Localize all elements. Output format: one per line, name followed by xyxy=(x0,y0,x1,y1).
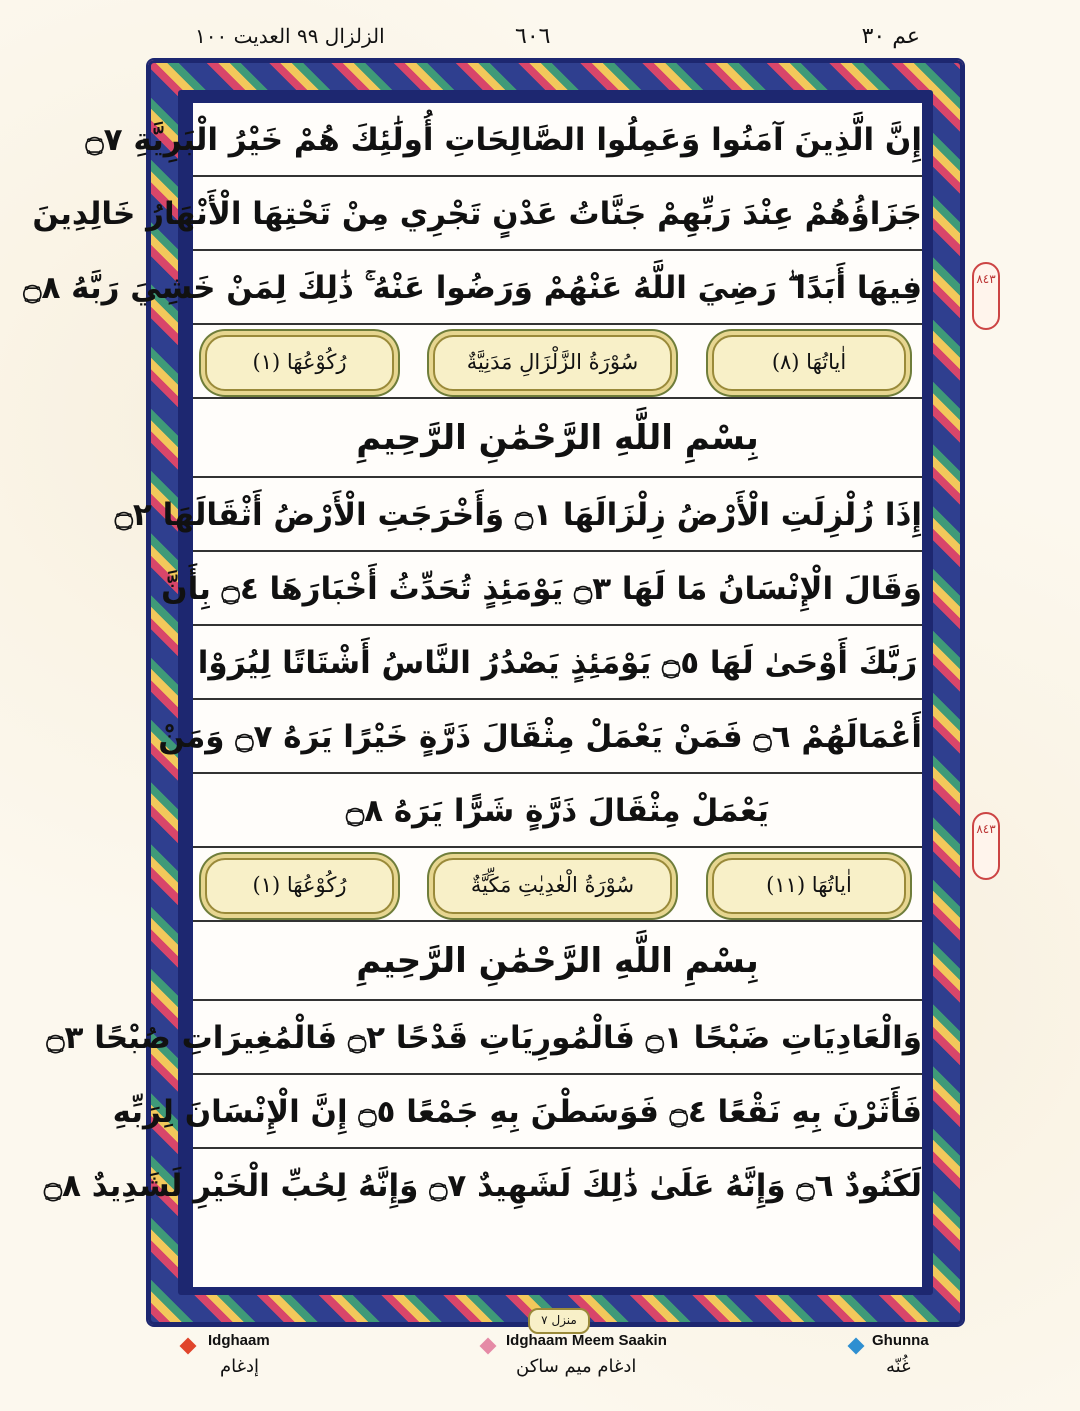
legend-label-ur: غُنّه xyxy=(886,1356,911,1377)
juz-label: عم ٣٠ xyxy=(861,24,920,49)
surah-names-label: الزلزال ٩٩ العديت ١٠٠ xyxy=(195,24,385,48)
diamond-icon xyxy=(480,1338,497,1355)
ayat-count-cartouche: اٰیاتُھَا (٨) xyxy=(712,335,906,391)
verse-line: رَبَّكَ أَوْحَىٰ لَهَا ۝٥ يَوْمَئِذٍ يَصْدُرُ النَّاسُ أَشْتَاتًا لِيُرَوْا xyxy=(193,626,922,700)
verse-line: يَعْمَلْ مِثْقَالَ ذَرَّةٍ شَرًّا يَرَهُ ۝٨ xyxy=(193,774,922,848)
quran-text-panel xyxy=(23,100,925,1290)
verse-line: فِيهَا أَبَدًا ۖ رَضِيَ اللَّهُ عَنْهُمْ وَرَضُوا عَنْهُ ۚ ذَٰلِكَ لِمَنْ خَشِيَ رَبَّهُ ۝٨ xyxy=(193,251,922,325)
ruku-margin-marker: ٨٤٣ xyxy=(972,812,1000,880)
manzil-marker: منزل ٧ xyxy=(528,1308,590,1334)
ruku-count-cartouche: رُکُوْعُھَا (١) xyxy=(205,335,394,391)
surah-name-cartouche: سُوْرَةُ الْعٰدِيٰتِ مَكِّيَّةٌ xyxy=(433,858,672,914)
verse-line: فَأَثَرْنَ بِهِ نَقْعًا ۝٤ فَوَسَطْنَ بِهِ جَمْعًا ۝٥ إِنَّ الْإِنْسَانَ لِرَبِّهِ xyxy=(193,1075,922,1149)
verse-line: وَقَالَ الْإِنْسَانُ مَا لَهَا ۝٣ يَوْمَئِذٍ تُحَدِّثُ أَخْبَارَهَا ۝٤ بِأَنَّ xyxy=(193,552,922,626)
ayat-count-cartouche: اٰیاتُھَا (١١) xyxy=(712,858,906,914)
ruku-margin-marker: ٨٤٣ xyxy=(972,262,1000,330)
verse-line: أَعْمَالَهُمْ ۝٦ فَمَنْ يَعْمَلْ مِثْقَالَ ذَرَّةٍ خَيْرًا يَرَهُ ۝٧ وَمَنْ xyxy=(193,700,922,774)
verse-line: لَكَنُودٌ ۝٦ وَإِنَّهُ عَلَىٰ ذَٰلِكَ لَشَهِيدٌ ۝٧ وَإِنَّهُ لِحُبِّ الْخَيْرِ لَشَدِيدٌ ۝٨ xyxy=(43,1168,922,1204)
tajweed-legend xyxy=(0,1330,1080,1411)
legend-label-en: Idghaam Meem Saakin xyxy=(506,1332,667,1349)
legend-label-en: Ghunna xyxy=(872,1332,929,1349)
bismillah-line: بِسْمِ اللَّهِ الرَّحْمَٰنِ الرَّحِيمِ xyxy=(193,922,922,1001)
verse-line: وَالْعَادِيَاتِ ضَبْحًا ۝١ فَالْمُورِيَاتِ قَدْحًا ۝٢ فَالْمُغِيرَاتِ صُبْحًا ۝٣ xyxy=(193,1001,922,1075)
diamond-icon xyxy=(848,1338,865,1355)
surah-banner-adiyat xyxy=(193,848,922,922)
surah-name-cartouche: سُوْرَةُ الزَّلْزَالِ مَدَنِيَّةٌ xyxy=(433,335,672,391)
verse-line: جَزَاؤُهُمْ عِنْدَ رَبِّهِمْ جَنَّاتُ عَدْنٍ تَجْرِي مِنْ تَحْتِهَا الْأَنْهَارُ خَالِدِينَ xyxy=(193,177,922,251)
legend-label-ur: ادغام ميم ساكن xyxy=(516,1356,637,1377)
page-header xyxy=(0,22,1080,62)
diamond-icon xyxy=(180,1338,197,1355)
legend-label-en: Idghaam xyxy=(208,1332,270,1349)
ruku-count-cartouche: رُکُوْعُھَا (١) xyxy=(205,858,394,914)
verse-line: إِذَا زُلْزِلَتِ الْأَرْضُ زِلْزَالَهَا ۝١ وَأَخْرَجَتِ الْأَرْضُ أَثْقَالَهَا ۝٢ xyxy=(193,478,922,552)
bismillah-line: بِسْمِ اللَّهِ الرَّحْمَٰنِ الرَّحِيمِ xyxy=(193,399,922,478)
page-number: ٦٠٦ xyxy=(515,24,551,49)
surah-banner-zalzalah xyxy=(193,325,922,399)
verse-line: إِنَّ الَّذِينَ آمَنُوا وَعَمِلُوا الصَّالِحَاتِ أُولَٰئِكَ هُمْ خَيْرُ الْبَرِيَّةِ ۝٧ xyxy=(193,103,922,177)
legend-label-ur: إدغام xyxy=(220,1356,260,1377)
